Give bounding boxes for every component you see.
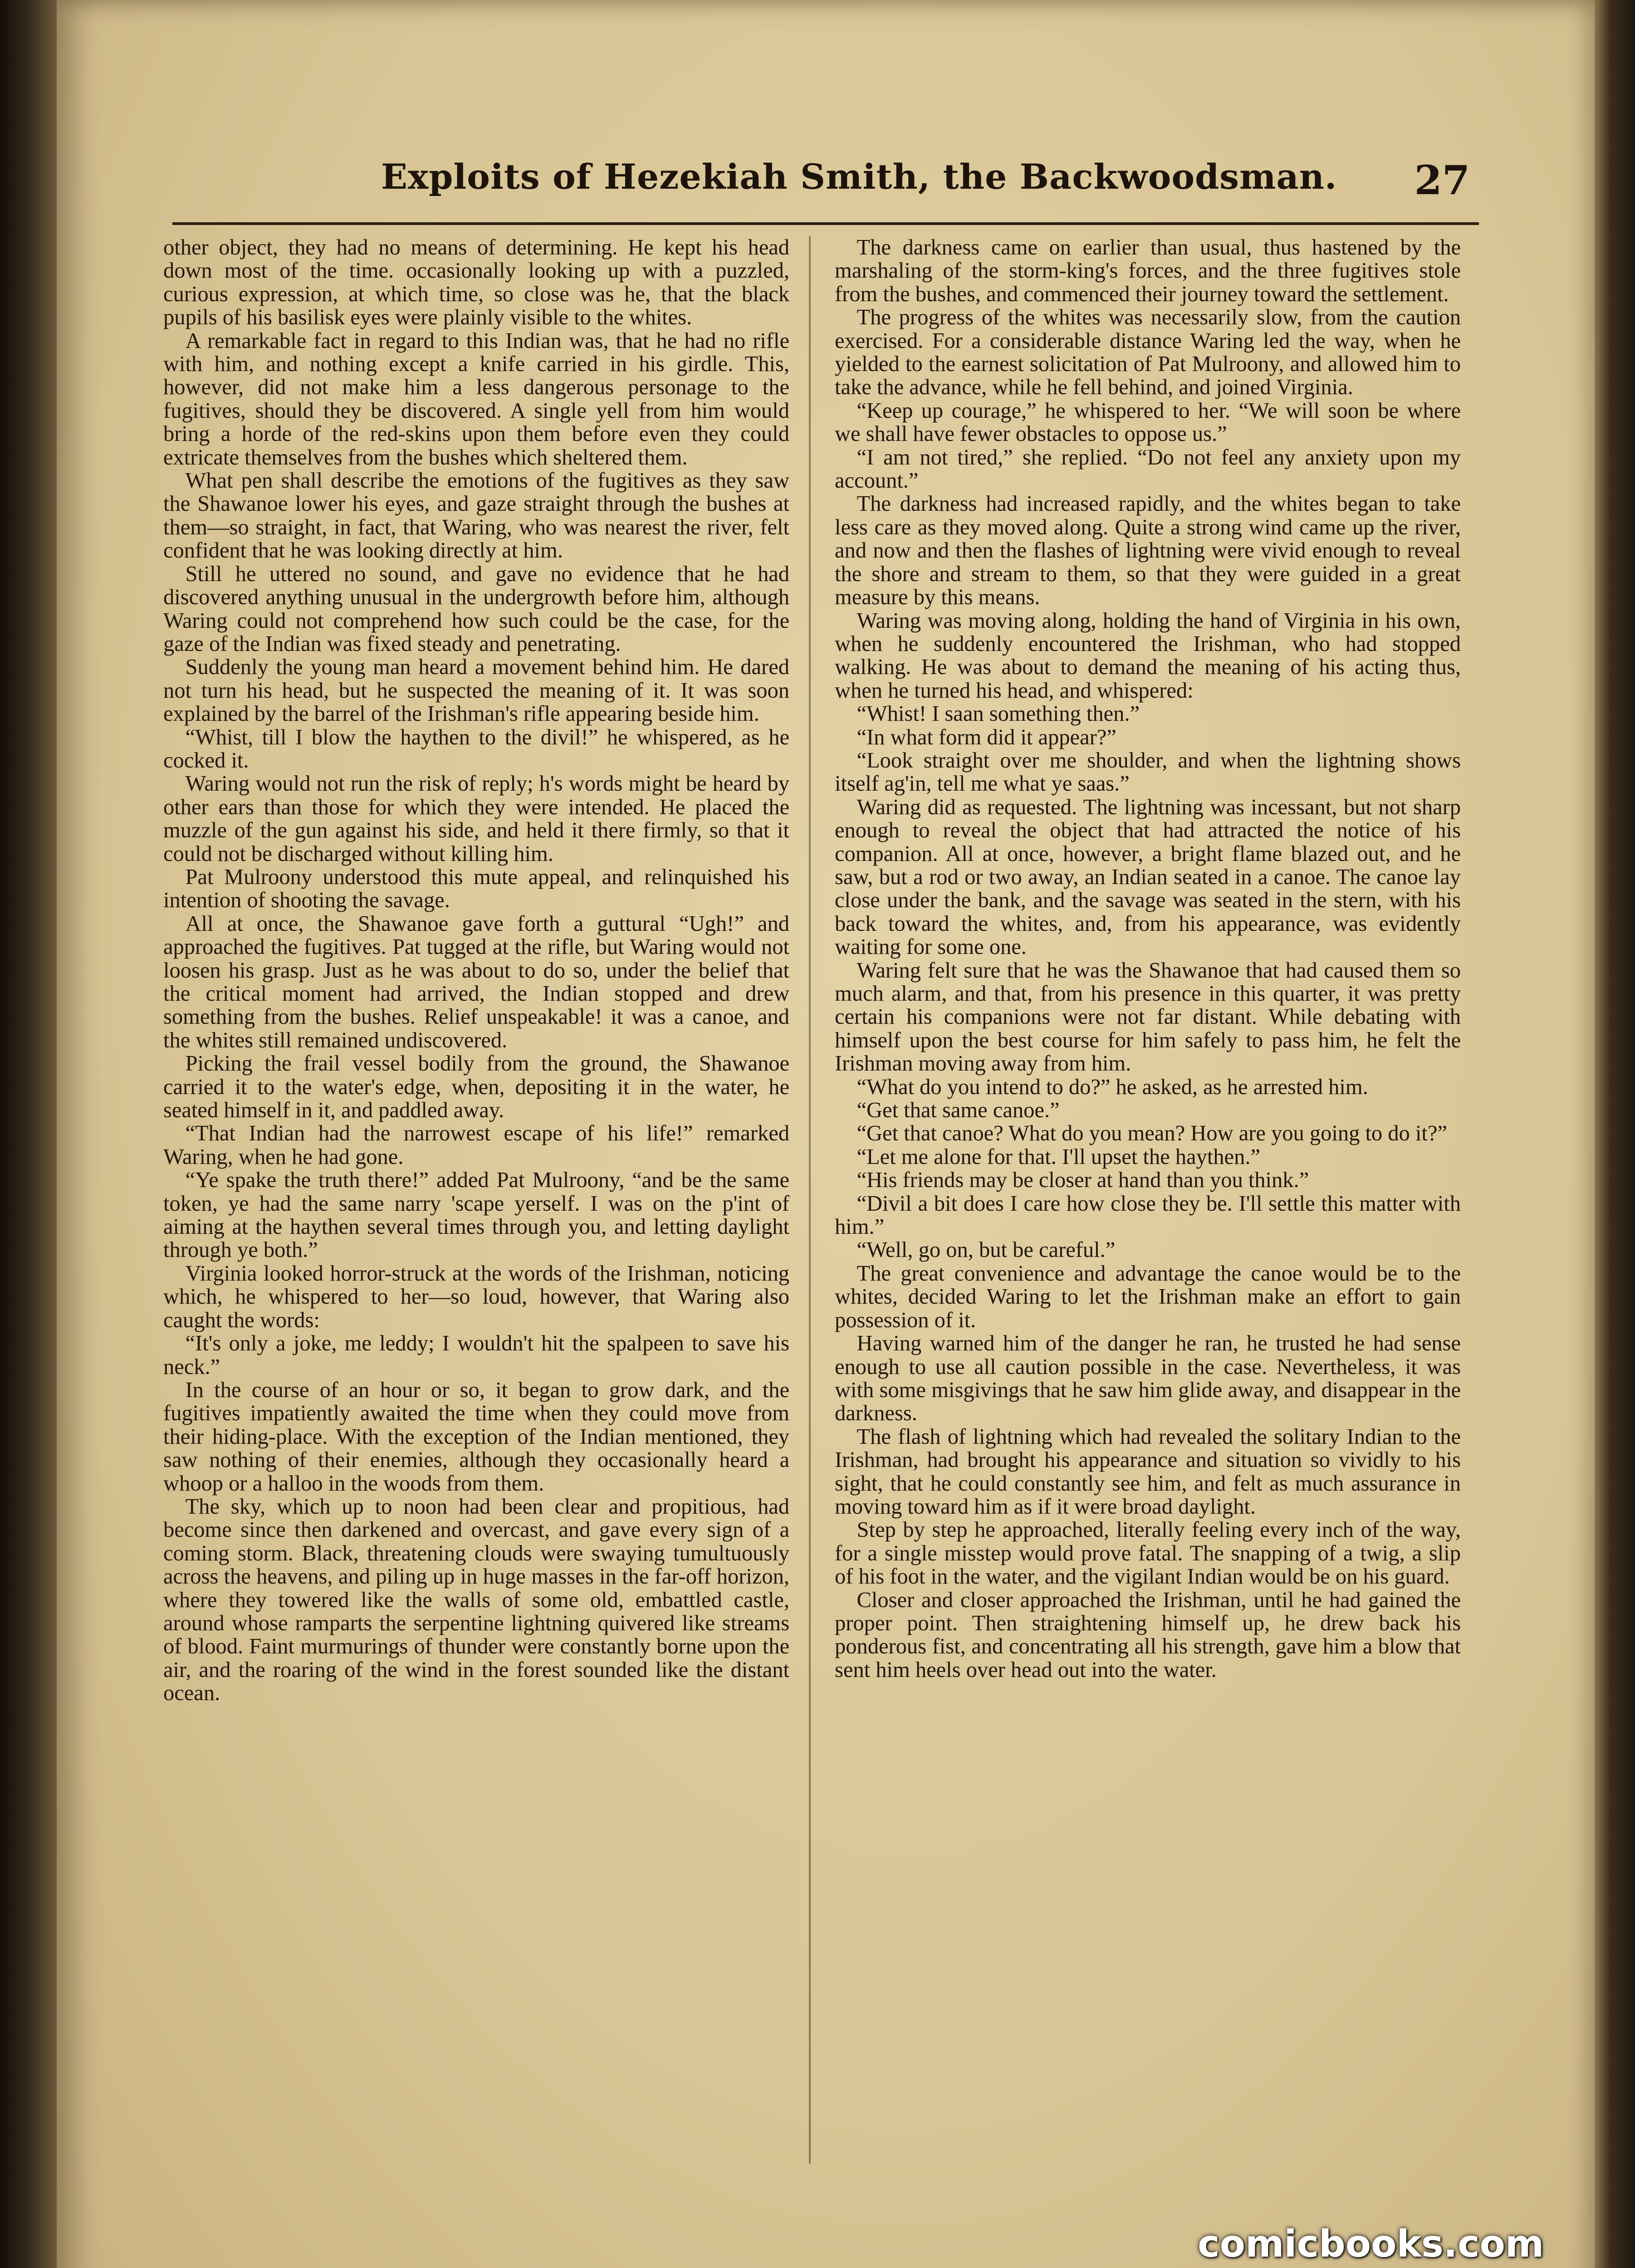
paragraph: Closer and closer approached the Irishman, until he had gained the proper point. Then straightening himself up, he drew back his ponderous fist, and concentrating all his strength, gave him a blow that sent him heels over head out into the water.	[835, 1588, 1461, 1682]
paragraph: The darkness had increased rapidly, and the whites began to take less care as they moved along. Quite a strong wind came up the river, and now and then the flashes of lightning were vivid enough to reveal the shore and stream to them, so that they were guided in a great measure by this means.	[835, 492, 1461, 610]
paragraph: Suddenly the young man heard a movement behind him. He dared not turn his head, but he suspected the meaning of it. It was soon explained by the barrel of the Irishman's rifle appearing beside him.	[163, 655, 789, 726]
paragraph: “In what form did it appear?”	[857, 725, 1116, 749]
paragraph: Pat Mulroony understood this mute appeal, and relinquished his intention of shooting the savage.	[163, 865, 789, 913]
paragraph: “Ye spake the truth there!” added Pat Mulroony, “and be the same token, ye had the same narry 'scape yerself. I was on the p'int of aiming at the haythen several times through you, and letting daylight through ye both.”	[163, 1168, 789, 1262]
paragraph: A remarkable fact in regard to this Indian was, that he had no rifle with him, and nothing except a knife carried in his girdle. This, however, did not make him a less dangerous personage to the fugitives, should they be discovered. A single yell from him would bring a horde of the red-skins upon them before even they could extricate themselves from the bushes which sheltered them.	[163, 328, 789, 469]
paragraph: “What do you intend to do?” he asked, as he arrested him.	[857, 1075, 1368, 1099]
paragraph: The sky, which up to noon had been clear and propitious, had become since then darkened and overcast, and gave every sign of a coming storm. Black, threatening clouds were swaying tumultuously across the heavens, and piling up in huge masses in the far-off horizon, where they towered like the walls of some old, embattled castle, around whose ramparts the serpentine lightning quivered like streams of blood. Faint murmurings of thunder were constantly borne upon the air, and the roaring of the wind in the forest sounded like the distant ocean.	[163, 1494, 789, 1706]
paragraph: Step by step he approached, literally feeling every inch of the way, for a single misstep would prove fatal. The snapping of a twig, a slip of his foot in the water, and the vigilant Indian would be on his guard.	[835, 1518, 1461, 1589]
paragraph: “It's only a joke, me leddy; I wouldn't hit the spalpeen to save his neck.”	[163, 1331, 789, 1379]
running-title: Exploits of Hezekiah Smith, the Backwoodsman.	[381, 156, 1337, 197]
paragraph: “Well, go on, but be careful.”	[857, 1238, 1116, 1262]
page-number: 27	[1414, 156, 1470, 204]
paragraph: The flash of lightning which had revealed the solitary Indian to the Irishman, had brought his appearance and situation so vividly to his sight, that he could constantly see him, and felt as much assurance in moving toward him as if it were broad daylight.	[835, 1424, 1461, 1519]
book-spine-shadow	[0, 0, 57, 2268]
paragraph: “Whist! I saan something then.”	[857, 702, 1140, 726]
right-column	[835, 236, 1461, 2268]
paragraph: In the course of an hour or so, it began to grow dark, and the fugitives impatiently awaited the time when they could move from their hiding-place. With the exception of the Indian mentioned, they saw nothing of their enemies, although they occasionally heard a whoop or a halloo in the woods from them.	[163, 1378, 789, 1496]
paragraph: Waring did as requested. The lightning was incessant, but not sharp enough to reveal the object that had attracted the notice of his companion. All at once, however, a bright flame blazed out, and he saw, but a rod or two away, an Indian seated in a canoe. The canoe lay close under the bank, and the savage was seated in the stern, with his back toward the whites, and, from his appearance, was evidently waiting for some one.	[835, 795, 1461, 959]
paragraph: “Get that same canoe.”	[857, 1098, 1060, 1123]
paragraph: “Whist, till I blow the haythen to the divil!” he whispered, as he cocked it.	[163, 725, 789, 772]
paragraph: “I am not tired,” she replied. “Do not feel any anxiety upon my account.”	[835, 445, 1461, 493]
paragraph: “His friends may be closer at hand than you think.”	[857, 1168, 1309, 1193]
paragraph: Picking the frail vessel bodily from the ground, the Shawanoe carried it to the water's edge, when, depositing it in the water, he seated himself in it, and paddled away.	[163, 1051, 789, 1123]
paragraph: Waring felt sure that he was the Shawanoe that had caused them so much alarm, and that, from his presence in this quarter, it was pretty certain his companions were not far distant. While debating with himself upon the best course for him safely to pass him, he felt the Irishman moving away from him.	[835, 958, 1461, 1076]
paragraph: The darkness came on earlier than usual, thus hastened by the marshaling of the storm-king's forces, and the three fugitives stole from the bushes, and commenced their journey toward the settlement.	[835, 236, 1461, 306]
paragraph: “Look straight over me shoulder, and when the lightning shows itself ag'in, tell me what ye saas.”	[835, 748, 1461, 796]
paragraph: All at once, the Shawanoe gave forth a guttural “Ugh!” and approached the fugitives. Pat tugged at the rifle, but Waring would not loosen his grasp. Just as he was about to do so, under the belief that the critical moment had arrived, the Indian stopped and drew something from the bushes. Relief unspeakable! it was a canoe, and the whites still remained undiscovered.	[163, 911, 789, 1052]
header-rule	[172, 222, 1479, 225]
paragraph: “Divil a bit does I care how close they be. I'll settle this matter with him.”	[835, 1191, 1461, 1239]
paragraph: “That Indian had the narrowest escape of his life!” remarked Waring, when he had gone.	[163, 1121, 789, 1169]
paragraph: Waring would not run the risk of reply; h's words might be heard by other ears than those for which they were intended. He placed the muzzle of the gun against his side, and held it there firmly, so that it could not be discharged without killing him.	[163, 772, 789, 866]
paragraph: “Keep up courage,” he whispered to her. “We will soon be where we shall have fewer obstacles to oppose us.”	[835, 398, 1461, 446]
paragraph: Virginia looked horror-struck at the words of the Irishman, noticing which, he whispered to her—so loud, however, that Waring also caught the words:	[163, 1261, 789, 1332]
paragraph: “Let me alone for that. I'll upset the haythen.”	[857, 1144, 1260, 1169]
paragraph: other object, they had no means of determining. He kept his head down most of the time. occasionally looking up with a puzzled, curious expression, at which time, so close was he, that the black pupils of his basilisk eyes were plainly visible to the whites.	[163, 236, 789, 330]
page-right-edge	[1595, 0, 1635, 2268]
paragraph: Having warned him of the danger he ran, he trusted he had sense enough to use all caution possible in the case. Nevertheless, it was with some misgivings that he saw him glide away, and disappear in the darkness.	[835, 1331, 1461, 1426]
paragraph: Waring was moving along, holding the hand of Virginia in his own, when he suddenly encountered the Irishman, who had stopped walking. He was about to demand the meaning of his acting thus, when he turned his head, and whispered:	[835, 608, 1461, 703]
column-divider	[809, 236, 811, 2164]
watermark-logo: comicbooks.com	[1198, 2223, 1544, 2266]
paragraph: What pen shall describe the emotions of the fugitives as they saw the Shawanoe lower his eyes, and gaze straight through the bushes at them—so straight, in fact, that Waring, who was nearest the river, felt confident that he was looking directly at him.	[163, 469, 789, 563]
paragraph: Still he uttered no sound, and gave no evidence that he had discovered anything unusual in the undergrowth before him, although Waring could not comprehend how such could be the case, for the gaze of the Indian was fixed steady and penetrating.	[163, 562, 789, 656]
left-column	[163, 236, 789, 2268]
paragraph: The progress of the whites was necessarily slow, from the caution exercised. For a considerable distance Waring led the way, when he yielded to the earnest solicitation of Pat Mulroony, and allowed him to take the advance, while he fell behind, and joined Virginia.	[835, 305, 1461, 400]
paragraph: The great convenience and advantage the canoe would be to the whites, decided Waring to let the Irishman make an effort to gain possession of it.	[835, 1261, 1461, 1332]
paragraph: “Get that canoe? What do you mean? How are you going to do it?”	[857, 1121, 1447, 1146]
